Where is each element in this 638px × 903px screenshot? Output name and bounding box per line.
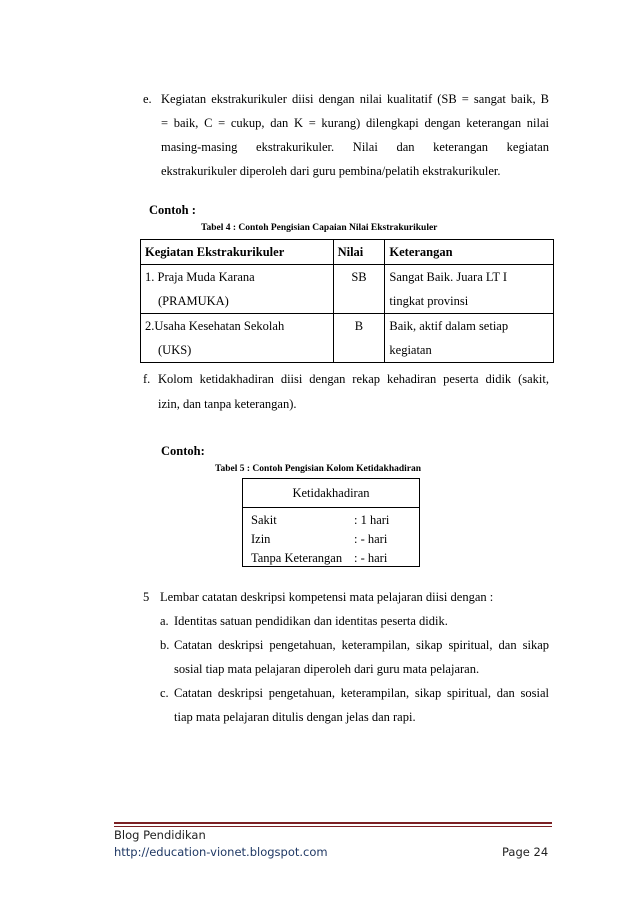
table-4-cell-nilai (333, 314, 385, 363)
cell-line: (PRAMUKA) (158, 294, 229, 308)
item-b-line-2: sosial tiap mata pelajaran diperoleh dari guru mata pelajaran. (174, 662, 480, 676)
table-4-cell-keterangan (385, 265, 554, 314)
section-e-line-1: Kegiatan ekstrakurikuler diisi dengan nilai kualitatif (SB = sangat baik, B (161, 92, 549, 106)
section-f-line-1: Kolom ketidakhadiran diisi dengan rekap kehadiran peserta didik (sakit, (158, 372, 549, 386)
table-4-header-kegiatan: Kegiatan Ekstrakurikuler (141, 240, 334, 265)
row-value: : 1 hari (354, 513, 390, 527)
row-value: : - hari (354, 532, 388, 546)
cell-line: kegiatan (389, 343, 432, 357)
table-4 (140, 239, 554, 363)
cell-line: Sangat Baik. Juara LT I (389, 270, 508, 284)
footer-title: Blog Pendidikan (114, 828, 206, 842)
footer-url-link[interactable]: http://education-vionet.blogspot.com (114, 845, 328, 859)
item-c-marker: c. (160, 686, 169, 700)
cell-line: 1. Praja Muda Karana (145, 270, 255, 284)
row-label: Tanpa Keterangan (251, 551, 343, 565)
row-label: Izin (251, 532, 271, 546)
section-e-line-4: ekstrakurikuler diperoleh dari guru pembina/pelatih ekstrakurikuler. (161, 164, 501, 178)
table-5-caption: Tabel 5 : Contoh Pengisian Kolom Ketidakhadiran (215, 464, 422, 474)
table-4-cell-nilai (333, 265, 385, 314)
item-a-line-1: Identitas satuan pendidikan dan identitas peserta didik. (174, 614, 448, 628)
table-5-header: Ketidakhadiran (243, 479, 419, 508)
item-c-line-1: Catatan deskripsi pengetahuan, keterampilan, sikap spiritual, dan sosial (174, 686, 549, 700)
table-row (141, 314, 554, 363)
cell-line: (UKS) (158, 343, 192, 357)
footer-rule (114, 822, 552, 824)
item-a-marker: a. (160, 614, 169, 628)
table-4-cell-kegiatan (141, 314, 334, 363)
cell-line: B (354, 319, 364, 333)
cell-line: tingkat provinsi (389, 294, 469, 308)
section-f-line-2: izin, dan tanpa keterangan). (158, 397, 297, 411)
table-4-cell-kegiatan (141, 265, 334, 314)
table-4-cell-keterangan (385, 314, 554, 363)
footer-page-number: Page 24 (502, 845, 549, 859)
footer-rule-thin (114, 826, 552, 827)
cell-line: 2.Usaha Kesehatan Sekolah (145, 319, 285, 333)
table-row (141, 265, 554, 314)
table-row (243, 511, 419, 530)
table-4-header-keterangan: Keterangan (385, 240, 554, 265)
section-e-marker: e. (143, 92, 152, 106)
item-b-line-1: Catatan deskripsi pengetahuan, keterampilan, sikap spiritual, dan sikap (174, 638, 549, 652)
section-5-marker: 5 (143, 590, 150, 604)
table-4-header-row (141, 240, 554, 265)
table-5 (242, 478, 420, 567)
cell-line: SB (351, 270, 367, 284)
item-c-line-2: tiap mata pelajaran ditulis dengan jelas dan rapi. (174, 710, 416, 724)
row-value: : - hari (354, 551, 388, 565)
contoh-label-f: Contoh: (161, 444, 205, 458)
section-e-line-3: masing-masing ekstrakurikuler. Nilai dan keterangan kegiatan (161, 140, 549, 154)
item-b-marker: b. (160, 638, 170, 652)
cell-line: Baik, aktif dalam setiap (389, 319, 509, 333)
section-5-intro: Lembar catatan deskripsi kompetensi mata pelajaran diisi dengan : (160, 590, 494, 604)
table-5-body (243, 508, 419, 568)
table-row (243, 530, 419, 549)
table-row (243, 549, 419, 568)
table-4-caption: Tabel 4 : Contoh Pengisian Capaian Nilai Ekstrakurikuler (201, 223, 438, 233)
section-f-marker: f. (143, 372, 151, 386)
contoh-label-e: Contoh : (149, 203, 196, 217)
table-4-header-nilai: Nilai (333, 240, 385, 265)
section-e-line-2: = baik, C = cukup, dan K = kurang) dilengkapi dengan keterangan nilai (161, 116, 549, 130)
row-label: Sakit (251, 513, 277, 527)
